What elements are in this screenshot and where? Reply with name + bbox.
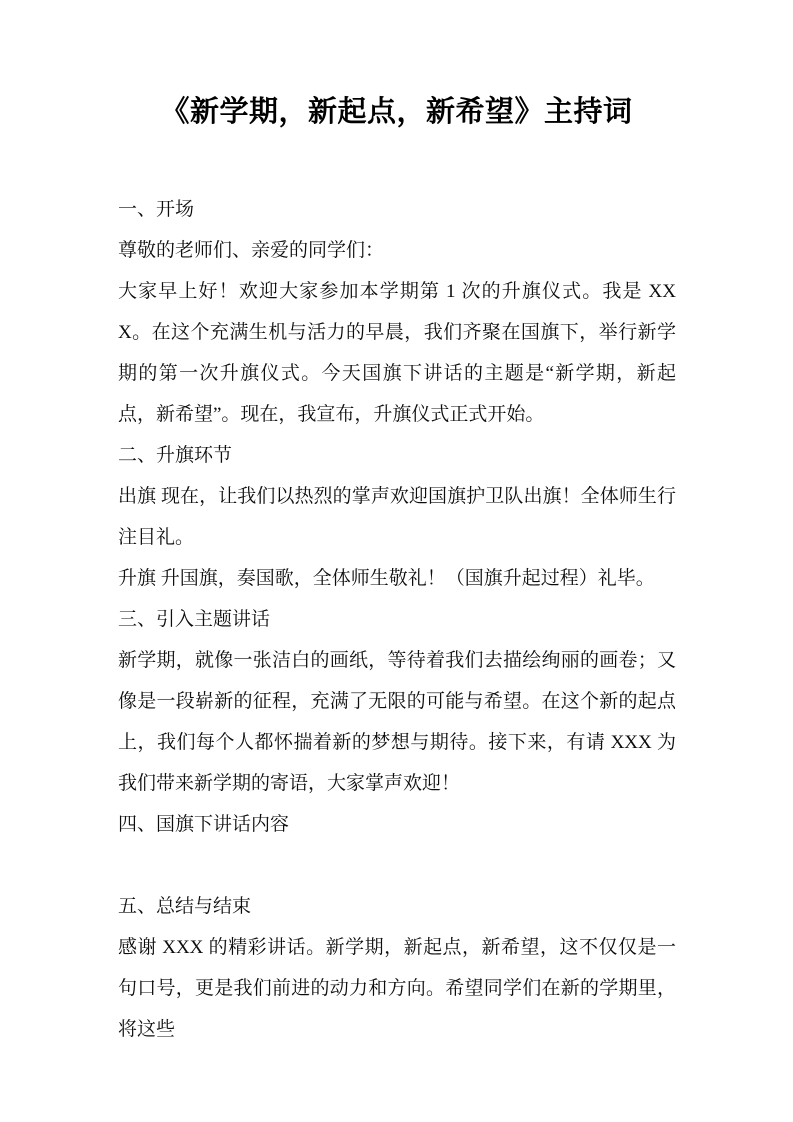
- paragraph: 四、国旗下讲话内容: [118, 814, 290, 835]
- paragraph: 大家早上好！欢迎大家参加本学期第 1 次的升旗仪式。我是 XXX。在这个充满生机与活力的早晨，我们齐聚在国旗下，举行新学期的第一次升旗仪式。今天国旗下讲话的主题是“新学期，新起点，新希望”。现在，我宣布，升旗仪式正式开始。: [118, 281, 676, 425]
- paragraph: 三、引入主题讲话: [118, 609, 271, 630]
- paragraph: 五、总结与结束: [118, 896, 252, 917]
- document-body: [118, 189, 676, 1050]
- document-title: 《新学期，新起点，新希望》主持词: [160, 96, 633, 128]
- paragraph: 一、开场: [118, 199, 195, 220]
- paragraph: 升旗 升国旗，奏国歌，全体师生敬礼！（国旗升起过程）礼毕。: [118, 568, 655, 589]
- paragraph: 出旗 现在，让我们以热烈的掌声欢迎国旗护卫队出旗！全体师生行注目礼。: [118, 486, 676, 548]
- paragraph: 感谢 XXX 的精彩讲话。新学期，新起点，新希望，这不仅仅是一句口号，更是我们前进的动力和方向。希望同学们在新的学期里，将这些: [118, 937, 676, 1040]
- paragraph: [118, 845, 676, 886]
- paragraph: 尊敬的老师们、亲爱的同学们：: [118, 240, 385, 261]
- paragraph: 新学期，就像一张洁白的画纸，等待着我们去描绘绚丽的画卷；又像是一段崭新的征程，充满了无限的可能与希望。在这个新的起点上，我们每个人都怀揣着新的梦想与期待。接下来，有请 XXX 为我们带来新学期的寄语，大家掌声欢迎！: [118, 650, 676, 794]
- paragraph: 二、升旗环节: [118, 445, 233, 466]
